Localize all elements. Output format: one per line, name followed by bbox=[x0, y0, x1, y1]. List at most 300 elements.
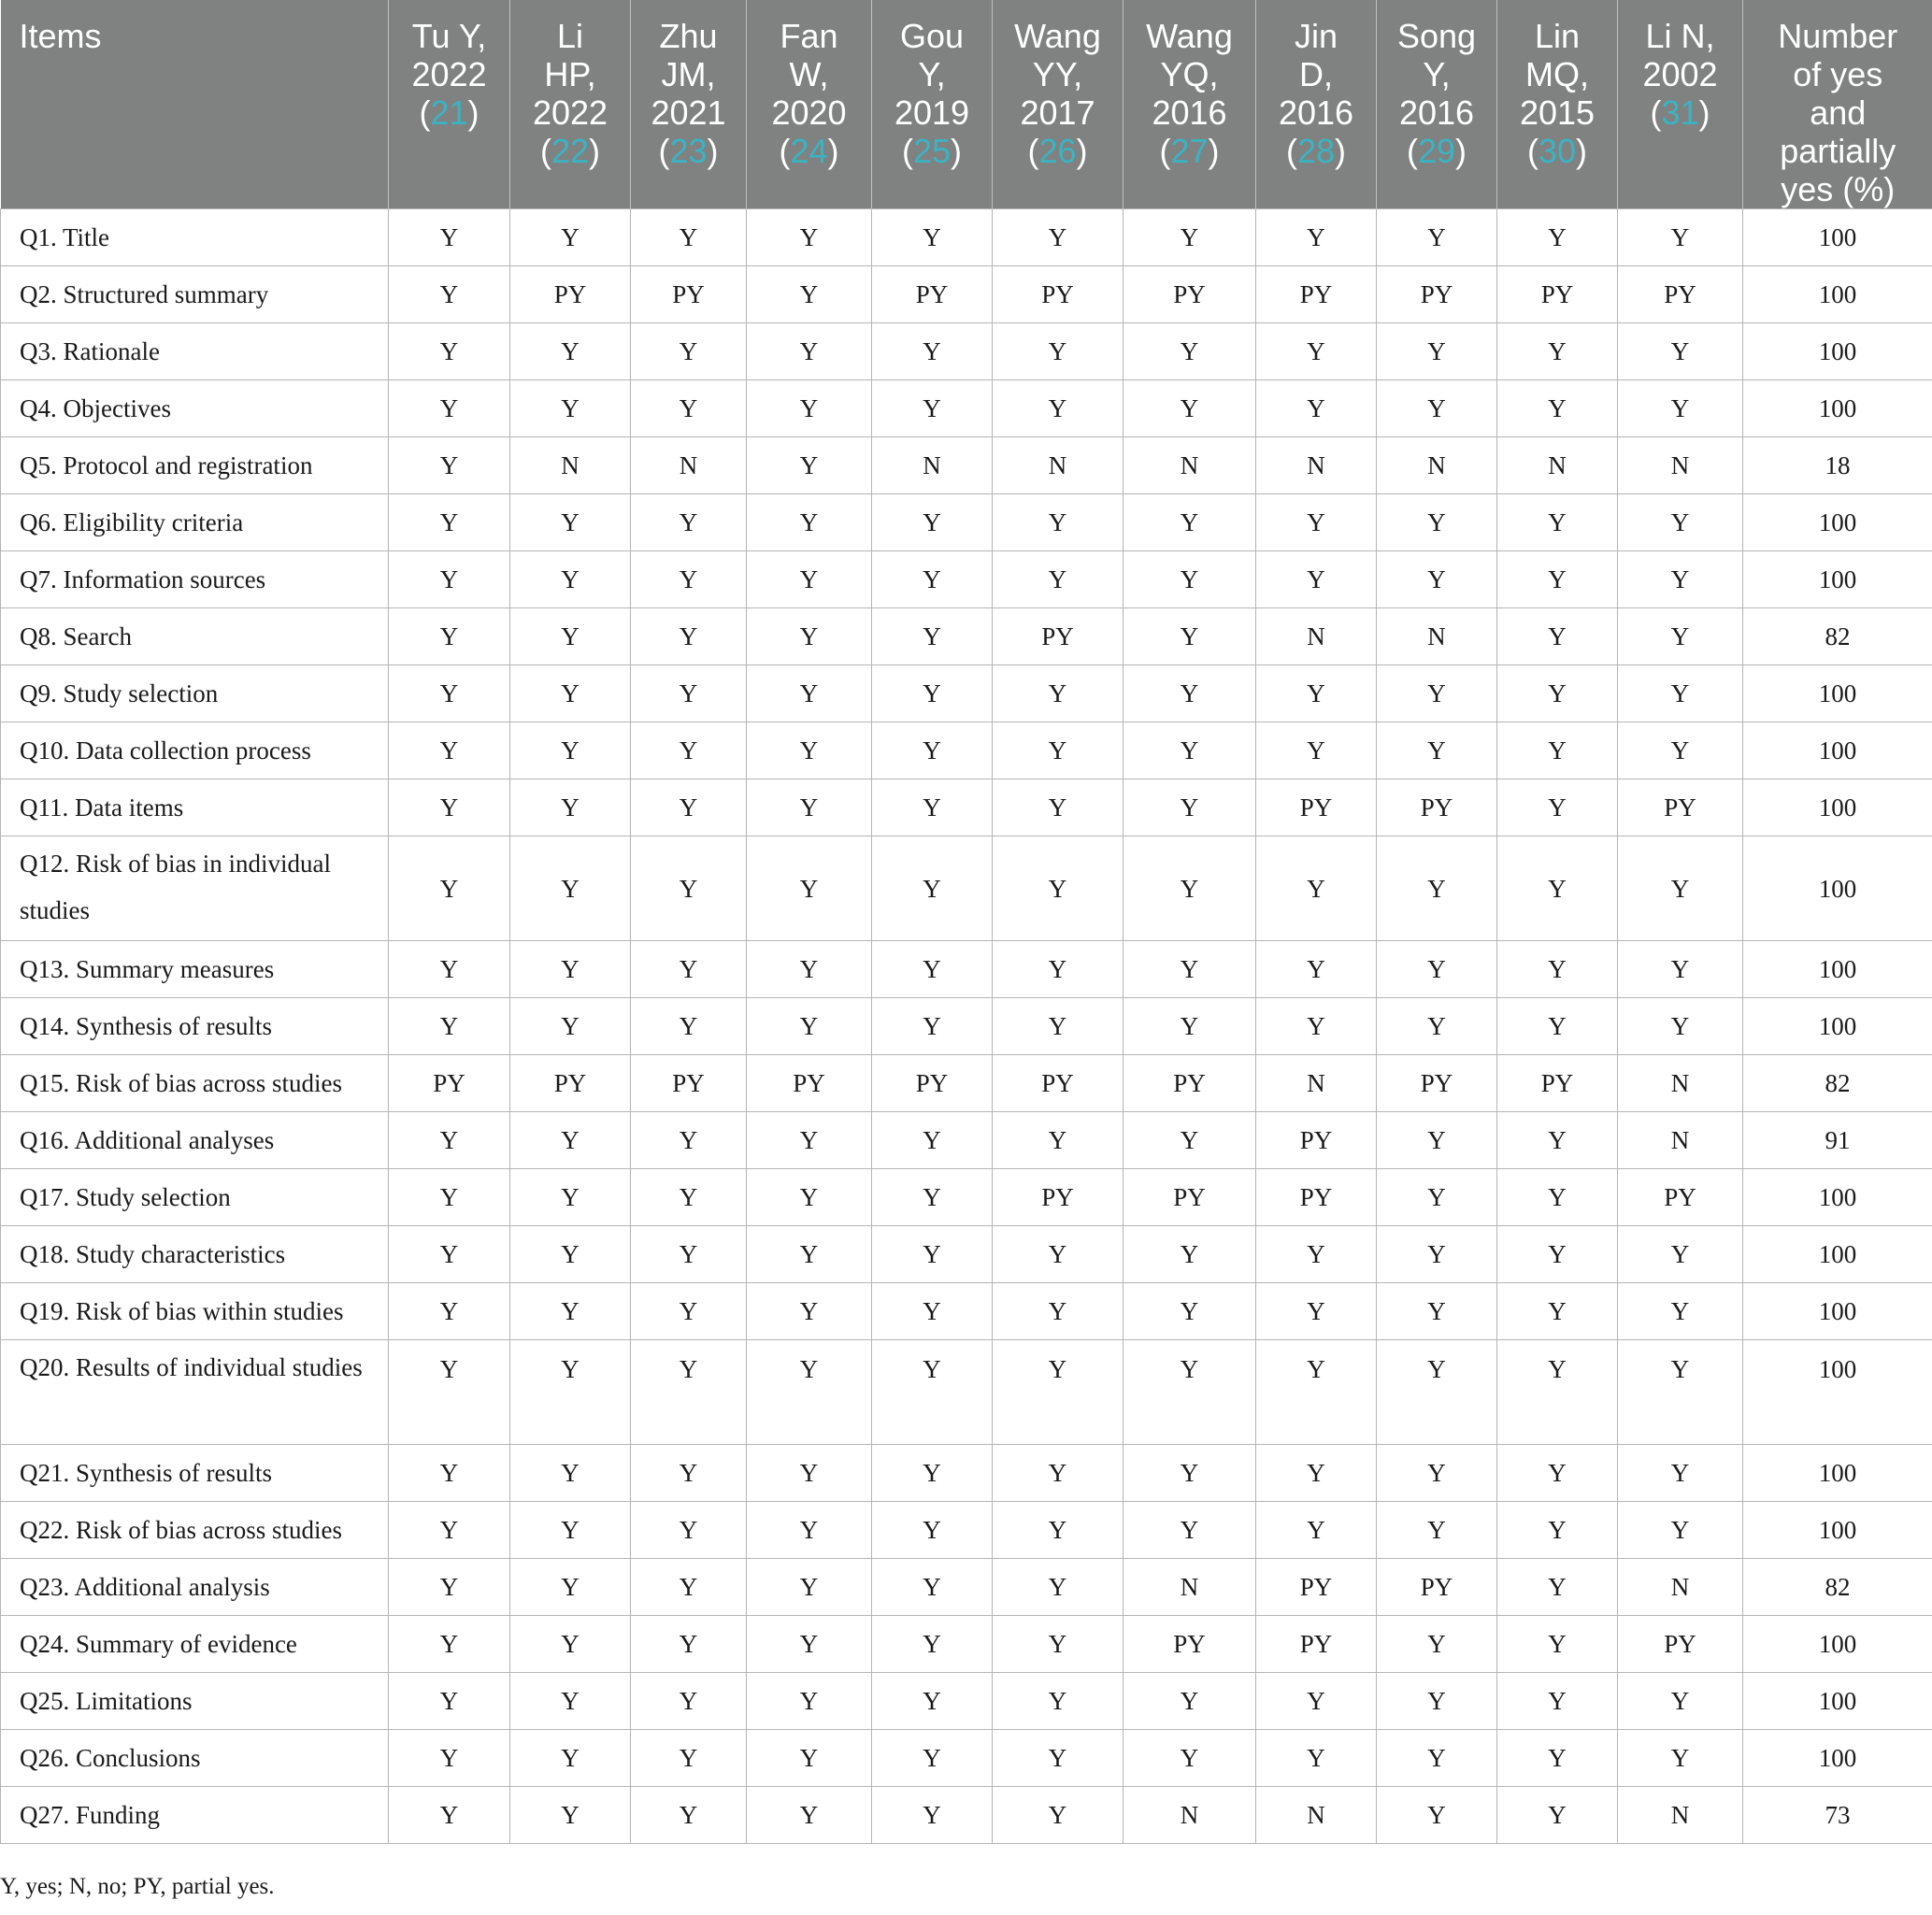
rating-cell: Y bbox=[389, 722, 510, 779]
rating-cell: Y bbox=[993, 836, 1123, 941]
rating-cell: Y bbox=[1123, 1340, 1256, 1445]
header-study-ref: (28) bbox=[1285, 132, 1347, 170]
percent-cell: 100 bbox=[1743, 941, 1932, 998]
rating-cell: Y bbox=[1618, 941, 1743, 998]
rating-cell: Y bbox=[1123, 1502, 1256, 1559]
rating-cell: Y bbox=[631, 1616, 747, 1673]
table-row bbox=[1, 1787, 1932, 1844]
header-study-line: 2015 bbox=[1519, 93, 1596, 132]
percent-cell: 82 bbox=[1743, 1055, 1932, 1112]
header-study bbox=[872, 0, 993, 209]
rating-cell: Y bbox=[747, 836, 872, 941]
header-study-line: 2022 bbox=[411, 55, 487, 93]
rating-cell: Y bbox=[1123, 779, 1256, 836]
table-row bbox=[1, 1502, 1932, 1559]
rating-cell: Y bbox=[631, 1787, 747, 1844]
rating-cell: PY bbox=[1377, 1559, 1497, 1616]
rating-cell: PY bbox=[1377, 266, 1497, 323]
rating-cell: N bbox=[1618, 1055, 1743, 1112]
reference-link[interactable]: 25 bbox=[912, 132, 952, 170]
rating-cell: Y bbox=[1497, 779, 1618, 836]
rating-cell: Y bbox=[872, 779, 993, 836]
header-study-line: Tu Y, bbox=[411, 17, 487, 55]
item-label: Q1. Title bbox=[1, 209, 389, 266]
rating-cell: Y bbox=[510, 209, 631, 266]
rating-cell: Y bbox=[389, 1616, 510, 1673]
rating-cell: Y bbox=[510, 1283, 631, 1340]
rating-cell: PY bbox=[1618, 1169, 1743, 1226]
rating-cell: PY bbox=[1618, 779, 1743, 836]
rating-cell: Y bbox=[872, 722, 993, 779]
rating-cell: Y bbox=[631, 998, 747, 1055]
rating-cell: Y bbox=[1123, 1112, 1256, 1169]
rating-cell: Y bbox=[1497, 1502, 1618, 1559]
rating-cell: Y bbox=[1377, 722, 1497, 779]
item-label: Q8. Search bbox=[1, 608, 389, 665]
header-study bbox=[1377, 0, 1497, 209]
percent-cell: 100 bbox=[1743, 266, 1932, 323]
rating-cell: Y bbox=[747, 266, 872, 323]
rating-cell: Y bbox=[872, 1283, 993, 1340]
rating-cell: N bbox=[993, 437, 1123, 494]
header-study bbox=[510, 0, 631, 209]
rating-cell: Y bbox=[1497, 722, 1618, 779]
reference-link[interactable]: 24 bbox=[790, 132, 828, 170]
rating-cell: Y bbox=[1497, 1226, 1618, 1283]
header-study-line: Jin bbox=[1294, 17, 1338, 55]
rating-cell: Y bbox=[1497, 1616, 1618, 1673]
rating-cell: Y bbox=[631, 494, 747, 551]
header-study-ref: (26) bbox=[1027, 132, 1088, 170]
percent-cell: 100 bbox=[1743, 551, 1932, 608]
rating-cell: Y bbox=[1123, 1673, 1256, 1730]
rating-cell: Y bbox=[389, 1787, 510, 1844]
rating-cell: PY bbox=[1618, 266, 1743, 323]
percent-cell: 100 bbox=[1743, 1616, 1932, 1673]
rating-cell: Y bbox=[389, 1502, 510, 1559]
item-label: Q17. Study selection bbox=[1, 1169, 389, 1226]
rating-cell: Y bbox=[1618, 722, 1743, 779]
rating-cell: Y bbox=[1256, 380, 1377, 437]
rating-cell: Y bbox=[389, 380, 510, 437]
header-study-ref: (22) bbox=[539, 132, 601, 170]
rating-cell: PY bbox=[1377, 779, 1497, 836]
rating-cell: Y bbox=[872, 209, 993, 266]
table-row bbox=[1, 1112, 1932, 1169]
rating-cell: Y bbox=[872, 665, 993, 722]
rating-cell: PY bbox=[1497, 1055, 1618, 1112]
rating-cell: Y bbox=[872, 1226, 993, 1283]
rating-cell: Y bbox=[631, 380, 747, 437]
header-study bbox=[747, 0, 872, 209]
rating-cell: Y bbox=[747, 608, 872, 665]
rating-cell: Y bbox=[1618, 1283, 1743, 1340]
rating-cell: Y bbox=[510, 998, 631, 1055]
rating-cell: Y bbox=[510, 836, 631, 941]
rating-cell: N bbox=[1123, 437, 1256, 494]
rating-cell: Y bbox=[747, 1112, 872, 1169]
rating-cell: Y bbox=[1123, 608, 1256, 665]
item-label: Q21. Synthesis of results bbox=[1, 1445, 389, 1502]
rating-cell: Y bbox=[1497, 1730, 1618, 1787]
rating-cell: Y bbox=[872, 1787, 993, 1844]
rating-cell: Y bbox=[872, 1616, 993, 1673]
percent-cell: 73 bbox=[1743, 1787, 1932, 1844]
header-study bbox=[993, 0, 1123, 209]
rating-cell: Y bbox=[993, 1340, 1123, 1445]
rating-cell: Y bbox=[993, 998, 1123, 1055]
header-study-line: 2002 bbox=[1642, 55, 1718, 93]
rating-cell: Y bbox=[1123, 665, 1256, 722]
rating-cell: Y bbox=[747, 1283, 872, 1340]
table-row bbox=[1, 1445, 1932, 1502]
rating-cell: Y bbox=[1377, 1340, 1497, 1445]
rating-cell: Y bbox=[389, 1730, 510, 1787]
rating-cell: PY bbox=[872, 1055, 993, 1112]
percent-cell: 100 bbox=[1743, 1502, 1932, 1559]
header-study-line: 2016 bbox=[1398, 93, 1475, 132]
rating-cell: Y bbox=[747, 1502, 872, 1559]
rating-cell: Y bbox=[747, 1787, 872, 1844]
rating-cell: Y bbox=[747, 1673, 872, 1730]
rating-cell: Y bbox=[1256, 836, 1377, 941]
rating-cell: PY bbox=[1497, 266, 1618, 323]
table-row bbox=[1, 941, 1932, 998]
rating-cell: Y bbox=[993, 1730, 1123, 1787]
rating-cell: Y bbox=[1618, 209, 1743, 266]
header-study-line: 2017 bbox=[1020, 93, 1095, 132]
header-study-line: Lin bbox=[1534, 17, 1581, 55]
rating-cell: Y bbox=[747, 1616, 872, 1673]
rating-cell: Y bbox=[1497, 1340, 1618, 1445]
reference-link[interactable]: 27 bbox=[1170, 132, 1209, 170]
header-percent-line: yes (%) bbox=[1781, 170, 1896, 208]
rating-cell: Y bbox=[1377, 665, 1497, 722]
rating-cell: PY bbox=[993, 608, 1123, 665]
header-percent-line: of yes bbox=[1793, 55, 1883, 93]
header-study bbox=[631, 0, 747, 209]
rating-cell: PY bbox=[1618, 1616, 1743, 1673]
rating-cell: Y bbox=[631, 608, 747, 665]
rating-cell: Y bbox=[389, 323, 510, 380]
rating-cell: Y bbox=[747, 1226, 872, 1283]
header-study-line: YQ, bbox=[1160, 55, 1219, 93]
rating-cell: N bbox=[1377, 608, 1497, 665]
item-label: Q23. Additional analysis bbox=[1, 1559, 389, 1616]
rating-cell: Y bbox=[993, 380, 1123, 437]
reference-link[interactable]: 23 bbox=[669, 132, 708, 170]
rating-cell: PY bbox=[1256, 266, 1377, 323]
rating-cell: Y bbox=[631, 1502, 747, 1559]
table-row bbox=[1, 665, 1932, 722]
rating-cell: Y bbox=[1377, 209, 1497, 266]
rating-cell: Y bbox=[747, 779, 872, 836]
reference-link[interactable]: 21 bbox=[430, 93, 468, 132]
percent-cell: 100 bbox=[1743, 998, 1932, 1055]
header-study-line: Y, bbox=[918, 55, 946, 93]
rating-cell: Y bbox=[1123, 836, 1256, 941]
reference-link[interactable]: 31 bbox=[1661, 93, 1699, 132]
rating-cell: Y bbox=[389, 1112, 510, 1169]
rating-cell: Y bbox=[1618, 551, 1743, 608]
rating-cell: Y bbox=[631, 836, 747, 941]
rating-cell: Y bbox=[993, 1226, 1123, 1283]
rating-cell: Y bbox=[1377, 1616, 1497, 1673]
rating-cell: Y bbox=[510, 380, 631, 437]
rating-cell: PY bbox=[1123, 1169, 1256, 1226]
header-study bbox=[1256, 0, 1377, 209]
rating-cell: PY bbox=[631, 1055, 747, 1112]
rating-cell: Y bbox=[510, 1787, 631, 1844]
item-label: Q9. Study selection bbox=[1, 665, 389, 722]
rating-cell: PY bbox=[510, 1055, 631, 1112]
rating-cell: Y bbox=[510, 779, 631, 836]
rating-cell: Y bbox=[747, 1340, 872, 1445]
table-row bbox=[1, 266, 1932, 323]
rating-cell: PY bbox=[1377, 1055, 1497, 1112]
rating-cell: Y bbox=[389, 1226, 510, 1283]
rating-cell: N bbox=[1618, 1787, 1743, 1844]
rating-cell: Y bbox=[872, 1559, 993, 1616]
rating-cell: N bbox=[1377, 437, 1497, 494]
table-row bbox=[1, 209, 1932, 266]
item-label: Q24. Summary of evidence bbox=[1, 1616, 389, 1673]
rating-cell: Y bbox=[1497, 380, 1618, 437]
header-study-line: Wang bbox=[1146, 17, 1233, 55]
percent-cell: 82 bbox=[1743, 608, 1932, 665]
rating-cell: Y bbox=[1497, 209, 1618, 266]
percent-cell: 91 bbox=[1743, 1112, 1932, 1169]
table-row bbox=[1, 836, 1932, 941]
rating-cell: Y bbox=[510, 1112, 631, 1169]
rating-cell: Y bbox=[1497, 1112, 1618, 1169]
rating-cell: Y bbox=[993, 1559, 1123, 1616]
percent-cell: 100 bbox=[1743, 1445, 1932, 1502]
table-row bbox=[1, 1616, 1932, 1673]
rating-cell: Y bbox=[631, 1283, 747, 1340]
rating-cell: Y bbox=[631, 1112, 747, 1169]
rating-cell: Y bbox=[872, 608, 993, 665]
rating-cell: Y bbox=[1497, 1787, 1618, 1844]
rating-cell: Y bbox=[872, 551, 993, 608]
rating-cell: Y bbox=[510, 1445, 631, 1502]
rating-cell: Y bbox=[1497, 998, 1618, 1055]
rating-cell: Y bbox=[747, 437, 872, 494]
rating-cell: Y bbox=[1377, 998, 1497, 1055]
header-study-line: JM, bbox=[661, 55, 716, 93]
header-study-ref: (29) bbox=[1406, 132, 1467, 170]
rating-cell: PY bbox=[1123, 266, 1256, 323]
rating-cell: Y bbox=[1256, 941, 1377, 998]
reference-link[interactable]: 29 bbox=[1417, 132, 1456, 170]
rating-cell: Y bbox=[1123, 323, 1256, 380]
reference-link[interactable]: 26 bbox=[1038, 132, 1077, 170]
rating-cell: PY bbox=[1256, 779, 1377, 836]
rating-cell: Y bbox=[1377, 1169, 1497, 1226]
rating-cell: N bbox=[1618, 1559, 1743, 1616]
rating-cell: Y bbox=[872, 836, 993, 941]
rating-cell: Y bbox=[1618, 1340, 1743, 1445]
rating-cell: Y bbox=[389, 266, 510, 323]
rating-cell: PY bbox=[1123, 1616, 1256, 1673]
rating-cell: Y bbox=[1256, 665, 1377, 722]
header-percent-line: and bbox=[1810, 93, 1867, 132]
header-study-ref: (30) bbox=[1526, 132, 1588, 170]
rating-cell: Y bbox=[1497, 1673, 1618, 1730]
rating-cell: Y bbox=[510, 941, 631, 998]
header-study-line: Song bbox=[1396, 17, 1477, 55]
rating-cell: Y bbox=[1618, 998, 1743, 1055]
rating-cell: Y bbox=[510, 1730, 631, 1787]
rating-cell: PY bbox=[389, 1055, 510, 1112]
rating-cell: Y bbox=[1377, 1787, 1497, 1844]
rating-cell: Y bbox=[1256, 1502, 1377, 1559]
rating-cell: PY bbox=[631, 266, 747, 323]
rating-cell: Y bbox=[1123, 941, 1256, 998]
rating-cell: Y bbox=[1497, 665, 1618, 722]
rating-cell: Y bbox=[747, 1169, 872, 1226]
header-study bbox=[389, 0, 510, 209]
rating-cell: Y bbox=[510, 1502, 631, 1559]
rating-cell: Y bbox=[872, 1445, 993, 1502]
rating-cell: Y bbox=[1377, 1112, 1497, 1169]
rating-cell: Y bbox=[1497, 608, 1618, 665]
header-study-line: HP, bbox=[544, 55, 596, 93]
rating-cell: PY bbox=[1256, 1616, 1377, 1673]
percent-cell: 100 bbox=[1743, 1340, 1932, 1445]
rating-cell: Y bbox=[747, 941, 872, 998]
header-percent-line: partially bbox=[1780, 132, 1896, 170]
rating-cell: Y bbox=[631, 722, 747, 779]
header-study-line: 2022 bbox=[532, 93, 608, 132]
percent-cell: 100 bbox=[1743, 1730, 1932, 1787]
rating-cell: Y bbox=[872, 941, 993, 998]
item-label: Q5. Protocol and registration bbox=[1, 437, 389, 494]
percent-cell: 18 bbox=[1743, 437, 1932, 494]
rating-cell: Y bbox=[1497, 1445, 1618, 1502]
table-row bbox=[1, 998, 1932, 1055]
rating-cell: Y bbox=[747, 380, 872, 437]
rating-cell: Y bbox=[1256, 494, 1377, 551]
header-study-line: Gou bbox=[899, 17, 965, 55]
reference-link[interactable]: 30 bbox=[1538, 132, 1577, 170]
rating-cell: Y bbox=[747, 323, 872, 380]
item-label: Q27. Funding bbox=[1, 1787, 389, 1844]
item-label: Q25. Limitations bbox=[1, 1673, 389, 1730]
item-label: Q19. Risk of bias within studies bbox=[1, 1283, 389, 1340]
rating-cell: Y bbox=[631, 1340, 747, 1445]
rating-cell: Y bbox=[872, 1169, 993, 1226]
item-label: Q10. Data collection process bbox=[1, 722, 389, 779]
rating-cell: Y bbox=[631, 551, 747, 608]
table-footnote: Y, yes; N, no; PY, partial yes. bbox=[0, 1874, 275, 1899]
header-study-line: MQ, bbox=[1525, 55, 1589, 93]
table-row bbox=[1, 608, 1932, 665]
rating-cell: Y bbox=[389, 1445, 510, 1502]
header-study-line: Zhu bbox=[659, 17, 718, 55]
rating-cell: Y bbox=[1618, 1673, 1743, 1730]
header-study-line: Wang bbox=[1014, 17, 1101, 55]
header-study-line: D, bbox=[1299, 55, 1333, 93]
rating-cell: Y bbox=[872, 323, 993, 380]
rating-cell: Y bbox=[510, 1226, 631, 1283]
rating-cell: N bbox=[1256, 1055, 1377, 1112]
rating-cell: Y bbox=[510, 665, 631, 722]
rating-cell: Y bbox=[1123, 1283, 1256, 1340]
item-label: Q4. Objectives bbox=[1, 380, 389, 437]
rating-cell: Y bbox=[1377, 941, 1497, 998]
rating-cell: Y bbox=[631, 1226, 747, 1283]
table-row bbox=[1, 551, 1932, 608]
percent-cell: 100 bbox=[1743, 1283, 1932, 1340]
rating-cell: Y bbox=[1497, 1169, 1618, 1226]
rating-cell: Y bbox=[389, 494, 510, 551]
percent-cell: 100 bbox=[1743, 1169, 1932, 1226]
rating-cell: Y bbox=[1497, 1283, 1618, 1340]
percent-cell: 100 bbox=[1743, 722, 1932, 779]
rating-cell: Y bbox=[993, 209, 1123, 266]
table-row bbox=[1, 1226, 1932, 1283]
rating-cell: Y bbox=[631, 1730, 747, 1787]
rating-cell: Y bbox=[389, 1340, 510, 1445]
rating-cell: Y bbox=[747, 665, 872, 722]
rating-cell: PY bbox=[747, 1055, 872, 1112]
rating-cell: Y bbox=[510, 494, 631, 551]
rating-cell: N bbox=[1123, 1787, 1256, 1844]
rating-cell: Y bbox=[993, 551, 1123, 608]
rating-cell: Y bbox=[631, 1445, 747, 1502]
item-label: Q22. Risk of bias across studies bbox=[1, 1502, 389, 1559]
rating-cell: Y bbox=[1123, 551, 1256, 608]
rating-cell: Y bbox=[747, 551, 872, 608]
rating-cell: Y bbox=[993, 1445, 1123, 1502]
rating-cell: Y bbox=[389, 1283, 510, 1340]
rating-cell: Y bbox=[1123, 1445, 1256, 1502]
rating-cell: PY bbox=[1256, 1559, 1377, 1616]
table-row bbox=[1, 380, 1932, 437]
rating-cell: N bbox=[1123, 1559, 1256, 1616]
rating-cell: Y bbox=[993, 1502, 1123, 1559]
percent-cell: 82 bbox=[1743, 1559, 1932, 1616]
rating-cell: Y bbox=[1256, 1730, 1377, 1787]
rating-cell: Y bbox=[389, 836, 510, 941]
rating-cell: Y bbox=[872, 1730, 993, 1787]
item-label: Q15. Risk of bias across studies bbox=[1, 1055, 389, 1112]
rating-cell: Y bbox=[1123, 494, 1256, 551]
rating-cell: Y bbox=[1256, 1445, 1377, 1502]
rating-cell: Y bbox=[872, 1502, 993, 1559]
rating-cell: Y bbox=[1377, 551, 1497, 608]
rating-cell: Y bbox=[1377, 836, 1497, 941]
header-study-line: YY, bbox=[1032, 55, 1083, 93]
rating-cell: Y bbox=[993, 1283, 1123, 1340]
table-row bbox=[1, 1673, 1932, 1730]
reference-link[interactable]: 22 bbox=[551, 132, 590, 170]
header-study-line: W, bbox=[789, 55, 829, 93]
rating-cell: N bbox=[510, 437, 631, 494]
rating-cell: PY bbox=[993, 266, 1123, 323]
percent-cell: 100 bbox=[1743, 779, 1932, 836]
rating-cell: Y bbox=[1123, 722, 1256, 779]
header-study-line: 2016 bbox=[1152, 93, 1227, 132]
item-label: Q11. Data items bbox=[1, 779, 389, 836]
rating-cell: Y bbox=[389, 608, 510, 665]
rating-cell: Y bbox=[1256, 998, 1377, 1055]
rating-cell: Y bbox=[510, 1169, 631, 1226]
rating-cell: Y bbox=[1123, 1730, 1256, 1787]
reference-link[interactable]: 28 bbox=[1296, 132, 1336, 170]
rating-cell: Y bbox=[993, 1673, 1123, 1730]
